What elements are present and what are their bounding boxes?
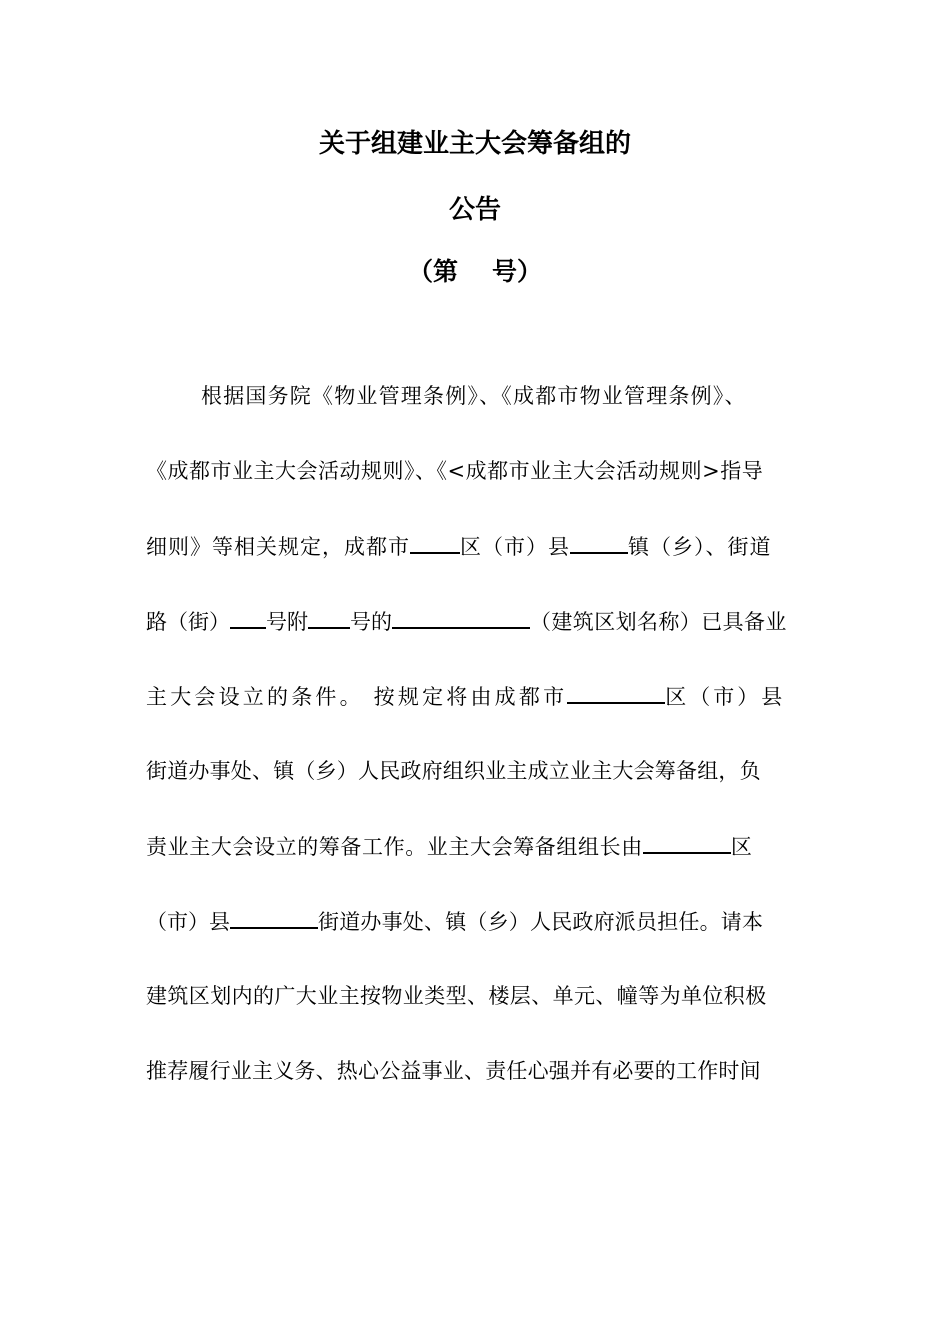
body-text: 区（市）县 (460, 535, 570, 559)
fill-blank-subdistrict[interactable] (230, 901, 318, 929)
fill-blank-street-no[interactable] (230, 601, 266, 629)
body-text-segment: 《成都市业主大会活动规则》、《<成都市业主大会活动规则>指导 (146, 459, 764, 483)
body-text: （市）县 (146, 910, 230, 934)
body-text: 主大会设立的条件。 按规定将由成都市 (146, 685, 568, 709)
body-text-segment (146, 676, 785, 751)
body-line-3 (146, 526, 806, 601)
body-text-segment (146, 526, 772, 601)
body-text: 号的 (350, 610, 392, 634)
body-text: （建筑区划名称）已具备业 (530, 610, 787, 634)
fill-blank-sub-no[interactable] (308, 601, 350, 629)
body-line-9 (146, 976, 806, 1051)
body-line-5 (146, 676, 806, 751)
document-subtitle: 公告 (448, 195, 501, 225)
fill-blank-district[interactable] (410, 526, 460, 554)
document-number-open: （第 (407, 257, 458, 286)
body-text: 路（街） (146, 610, 230, 634)
body-line-1 (146, 376, 806, 451)
body-text: 街道办事处、镇（乡）人民政府派员担任。请本 (318, 910, 764, 934)
body-text: 区 (730, 835, 752, 859)
body-line-6 (146, 751, 806, 826)
document-number (0, 256, 950, 288)
body-text-segment (146, 826, 752, 901)
body-paragraph (146, 376, 806, 1126)
document-number-close: 号） (492, 257, 543, 286)
body-text-segment (146, 601, 787, 676)
fill-blank-district-2[interactable] (567, 676, 665, 704)
body-text-segment: 根据国务院《物业管理条例》、《成都市物业管理条例》、 (201, 384, 747, 408)
body-line-4 (146, 601, 806, 676)
body-line-7 (146, 826, 806, 901)
body-line-10 (146, 1051, 806, 1126)
body-text-segment: 建筑区划内的广大业主按物业类型、楼层、单元、幢等为单位积极 (146, 984, 767, 1008)
fill-blank-area-name[interactable] (392, 601, 530, 629)
body-text-segment (146, 901, 763, 976)
fill-blank-town[interactable] (570, 526, 628, 554)
body-line-8 (146, 901, 806, 976)
body-text: 区（市）县 (665, 685, 786, 709)
body-text-segment: 街道办事处、镇（乡）人民政府组织业主成立业主大会筹备组，负 (146, 759, 761, 783)
body-text: 细则》等相关规定，成都市 (146, 535, 410, 559)
body-text: 责业主大会设立的筹备工作。业主大会筹备组组长由 (146, 835, 643, 859)
document-title: 关于组建业主大会筹备组的 (318, 129, 631, 159)
fill-blank-district-3[interactable] (643, 826, 731, 854)
body-line-2 (146, 451, 806, 526)
body-text: 镇（乡）、街道 (628, 535, 772, 559)
body-text-segment: 推荐履行业主义务、热心公益事业、责任心强并有必要的工作时间 (146, 1059, 761, 1083)
body-text: 号附 (266, 610, 308, 634)
